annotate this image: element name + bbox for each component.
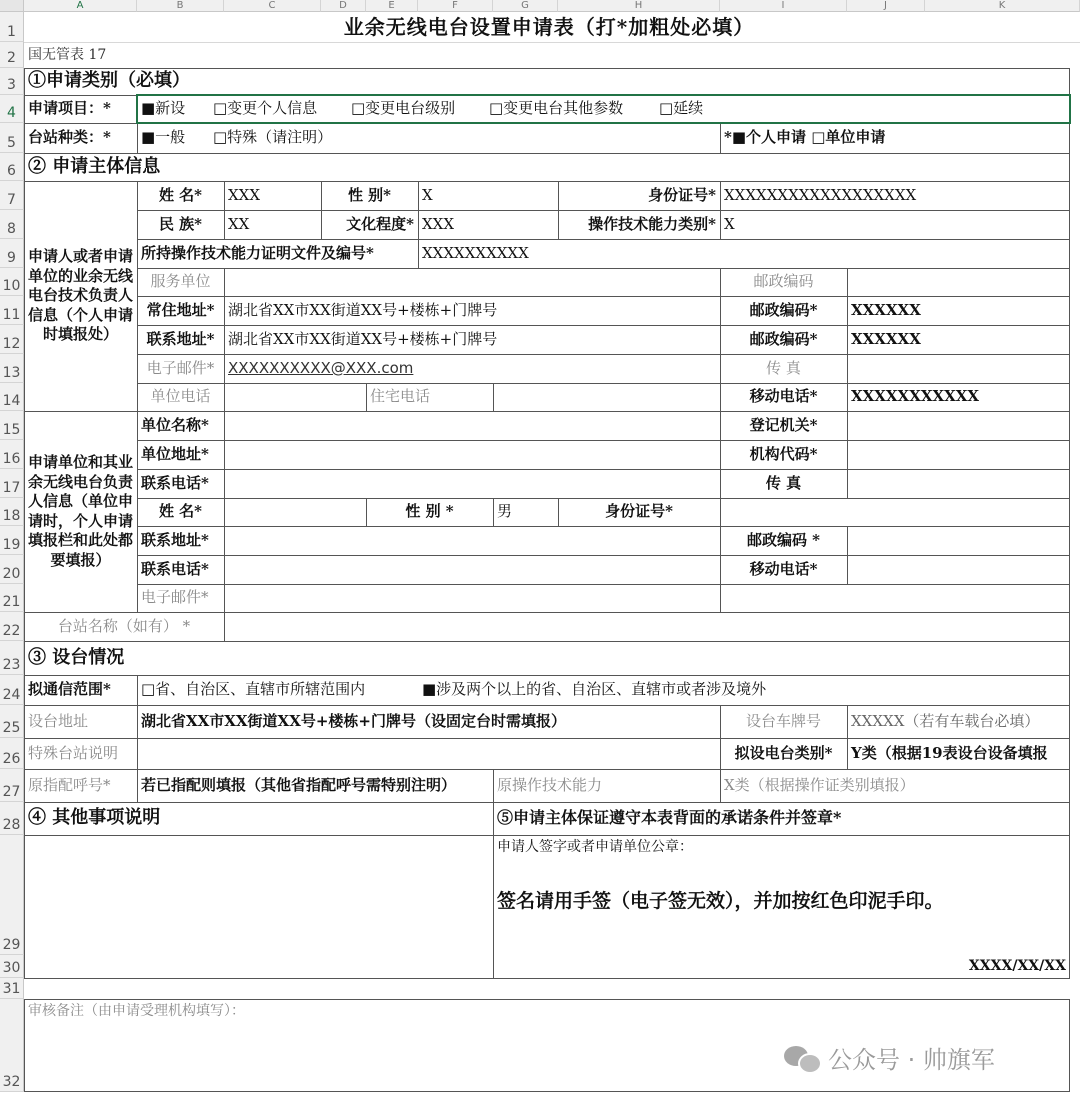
row-header-2[interactable]: 2 — [0, 42, 24, 68]
col-header-g[interactable]: G — [493, 0, 558, 12]
home-postcode-label[interactable]: 邮政编码* — [749, 300, 818, 319]
range-option-cross[interactable]: ■涉及两个以上的省、自治区、直辖市或者涉及境外 — [422, 680, 767, 699]
name-value[interactable]: XXX — [228, 185, 261, 204]
row-header-23[interactable]: 23 — [0, 641, 24, 675]
row-header-19[interactable]: 19 — [0, 526, 24, 555]
row-header-25[interactable]: 25 — [0, 705, 24, 738]
row-header-3[interactable]: 3 — [0, 68, 24, 95]
signature-note[interactable]: 签名请用手签（电子签无效），并加按红色印泥手印。 — [497, 890, 944, 913]
row-header-30[interactable]: 30 — [0, 955, 24, 978]
col-header-c[interactable]: C — [224, 0, 321, 12]
row-header-6[interactable]: 6 — [0, 153, 24, 181]
section2-header[interactable]: ② 申请主体信息 — [28, 155, 161, 177]
section1-header[interactable]: ①申请类别（必填） — [28, 70, 190, 92]
col-header-d[interactable]: D — [321, 0, 366, 12]
col-header-b[interactable]: B — [137, 0, 224, 12]
site-address-value[interactable]: 湖北省XX市XX街道XX号+楼栋+门牌号（设固定台时需填报） — [141, 711, 566, 730]
contact-postcode-value[interactable]: XXXXXX — [851, 329, 921, 348]
mobile-label[interactable]: 移动电话* — [749, 387, 818, 406]
unit-fax-label[interactable]: 传 真 — [765, 473, 802, 492]
section5-header[interactable]: ⑤申请主体保证遵守本表背面的承诺条件并签章* — [497, 808, 842, 828]
home-postcode-value[interactable]: XXXXXX — [851, 300, 921, 319]
education-label[interactable]: 文化程度* — [346, 214, 414, 233]
contact-address-value[interactable]: 湖北省XX市XX街道XX号+楼栋+门牌号 — [228, 329, 498, 348]
signature-date[interactable]: XXXX/XX/XX — [968, 958, 1066, 975]
contact-postcode-label[interactable]: 邮政编码* — [749, 329, 818, 348]
range-option-within[interactable]: □省、自治区、直辖市所辖范围内 — [141, 680, 366, 699]
form-title[interactable]: 业余无线电台设置申请表（打*加粗处必填） — [343, 14, 755, 39]
option-new[interactable]: ■新设 — [141, 99, 186, 118]
name-label[interactable]: 姓 名* — [158, 185, 203, 204]
row-header-27[interactable]: 27 — [0, 769, 24, 802]
row-header-5[interactable]: 5 — [0, 123, 24, 153]
row-header-12[interactable]: 12 — [0, 325, 24, 354]
callsign-value[interactable]: 若已指配则填报（其他省指配呼号需特别注明） — [141, 775, 457, 794]
row-header-31[interactable]: 31 — [0, 978, 24, 999]
option-general[interactable]: ■一般 — [141, 128, 186, 147]
option-special[interactable]: □特殊（请注明） — [213, 128, 333, 147]
option-change-params[interactable]: □变更电台其他参数 — [489, 99, 624, 118]
row-header-32[interactable]: 32 — [0, 999, 24, 1092]
col-header-e[interactable]: E — [366, 0, 418, 12]
fax-label[interactable]: 传 真 — [766, 358, 801, 377]
op-class-value[interactable]: X — [724, 214, 735, 233]
applicant-type[interactable]: *■个人申请 □单位申请 — [724, 128, 886, 147]
row-header-9[interactable]: 9 — [0, 239, 24, 268]
callsign-label[interactable]: 原指配呼号* — [28, 775, 111, 794]
apply-item-label[interactable]: 申请项目：* — [28, 99, 111, 118]
station-type-label[interactable]: 台站种类：* — [28, 128, 111, 147]
individual-side-label[interactable]: 申请人或者申请单位的业余无线电台技术负责人信息（个人申请时填报处） — [27, 247, 133, 344]
email-label[interactable]: 电子邮件* — [146, 358, 215, 377]
home-address-label[interactable]: 常住地址* — [146, 300, 215, 319]
row-header-10[interactable]: 10 — [0, 268, 24, 296]
row-header-7[interactable]: 7 — [0, 181, 24, 210]
unit-address-label[interactable]: 单位地址* — [141, 444, 209, 463]
ethnic-value[interactable]: XX — [228, 214, 250, 233]
home-phone-label[interactable]: 住宅电话 — [370, 387, 431, 406]
col-header-f[interactable]: F — [418, 0, 493, 12]
row-header-13[interactable]: 13 — [0, 354, 24, 383]
col-header-h[interactable]: H — [558, 0, 720, 12]
row-header-16[interactable]: 16 — [0, 440, 24, 469]
cert-label[interactable]: 所持操作技术能力证明文件及编号* — [141, 243, 374, 262]
unit-side-label[interactable]: 申请单位和其业余无线电台负责人信息（单位申请时，个人申请填报栏和此处都要填报） — [27, 453, 133, 569]
gender-value[interactable]: X — [422, 185, 433, 204]
col-header-a[interactable]: A — [24, 0, 137, 12]
plate-value[interactable]: XXXXX（若有车载台必填） — [851, 711, 1040, 730]
row-header-14[interactable]: 14 — [0, 383, 24, 411]
ethnic-label[interactable]: 民 族* — [158, 214, 203, 233]
responsible-gender-value[interactable]: 男 — [497, 502, 513, 521]
form-number[interactable]: 国无管表 17 — [28, 46, 107, 63]
watermark — [784, 1040, 995, 1075]
reg-org-label[interactable]: 登记机关* — [749, 415, 818, 434]
responsible-id-label[interactable]: 身份证号* — [605, 502, 673, 521]
email-value[interactable]: XXXXXXXXXX@XXX.com — [228, 358, 414, 377]
responsible-gender-label[interactable]: 性 别 * — [405, 502, 454, 521]
unit-name-label[interactable]: 单位名称* — [141, 415, 209, 434]
row-header-4[interactable]: 4 — [0, 95, 24, 123]
row-header-15[interactable]: 15 — [0, 411, 24, 440]
station-class-value[interactable]: Y类（根据19表设台设备填报 — [851, 743, 1048, 762]
option-change-personal[interactable]: □变更个人信息 — [213, 99, 318, 118]
orig-op-value[interactable]: X类（根据操作证类别填报） — [724, 775, 915, 794]
service-unit-label[interactable]: 服务单位 — [150, 272, 211, 291]
col-header-i[interactable]: I — [720, 0, 847, 12]
option-change-level[interactable]: □变更电台级别 — [351, 99, 456, 118]
section4-header[interactable]: ④ 其他事项说明 — [28, 807, 161, 829]
unit-phone-label[interactable]: 单位电话 — [150, 387, 211, 406]
op-class-label[interactable]: 操作技术能力类别* — [588, 214, 716, 233]
wechat-icon — [784, 1044, 820, 1072]
contact-address-label[interactable]: 联系地址* — [146, 329, 215, 348]
option-renew[interactable]: □延续 — [659, 99, 704, 118]
row-header-26[interactable]: 26 — [0, 738, 24, 769]
row-header-29[interactable]: 29 — [0, 835, 24, 955]
row-header-8[interactable]: 8 — [0, 210, 24, 239]
row-header-17[interactable]: 17 — [0, 469, 24, 498]
home-address-value[interactable]: 湖北省XX市XX街道XX号+楼栋+门牌号 — [228, 300, 498, 319]
postcode-label[interactable]: 邮政编码 — [753, 272, 814, 291]
org-code-label[interactable]: 机构代码* — [749, 444, 818, 463]
education-value[interactable]: XXX — [422, 214, 455, 233]
id-value[interactable]: XXXXXXXXXXXXXXXXXX — [724, 185, 917, 204]
responsible-postcode-label[interactable]: 邮政编码 * — [746, 530, 821, 549]
row-header-21[interactable]: 21 — [0, 584, 24, 612]
row-header-11[interactable]: 11 — [0, 296, 24, 325]
plate-label[interactable]: 设台车牌号 — [745, 711, 821, 730]
review-note-label[interactable]: 审核备注（由申请受理机构填写）： — [28, 1003, 245, 1019]
responsible-name-label[interactable]: 姓 名* — [158, 502, 203, 521]
section3-header[interactable]: ③ 设台情况 — [28, 646, 125, 668]
row-header-18[interactable]: 18 — [0, 498, 24, 526]
col-header-j[interactable]: J — [847, 0, 925, 12]
mobile-value[interactable]: XXXXXXXXXXX — [851, 387, 980, 406]
select-all-corner[interactable] — [0, 0, 24, 12]
row-header-22[interactable]: 22 — [0, 612, 24, 641]
row-header-1[interactable]: 1 — [0, 12, 24, 42]
row-header-24[interactable]: 24 — [0, 675, 24, 705]
responsible-phone-label[interactable]: 联系电话* — [141, 559, 209, 578]
signature-label[interactable]: 申请人签字或者申请单位公章： — [497, 839, 693, 855]
station-name-label[interactable]: 台站名称（如有） * — [57, 616, 191, 635]
responsible-email-label[interactable]: 电子邮件* — [141, 588, 209, 607]
responsible-mobile-label[interactable]: 移动电话* — [749, 559, 818, 578]
site-address-label[interactable]: 设台地址 — [28, 711, 89, 730]
id-label[interactable]: 身份证号* — [648, 185, 716, 204]
watermark-text: 公众号 · 帅旗军 — [828, 1046, 995, 1074]
range-label[interactable]: 拟通信范围* — [28, 680, 111, 699]
unit-contact-phone-label[interactable]: 联系电话* — [141, 473, 209, 492]
row-header-28[interactable]: 28 — [0, 802, 24, 835]
row-header-20[interactable]: 20 — [0, 555, 24, 584]
orig-op-label[interactable]: 原操作技术能力 — [497, 775, 603, 794]
cert-value[interactable]: XXXXXXXXXX — [422, 243, 529, 262]
col-header-k[interactable]: K — [925, 0, 1080, 12]
gender-label[interactable]: 性 别* — [347, 185, 392, 204]
special-station-label[interactable]: 特殊台站说明 — [28, 743, 119, 762]
station-class-label[interactable]: 拟设电台类别* — [734, 743, 833, 762]
responsible-address-label[interactable]: 联系地址* — [141, 530, 209, 549]
